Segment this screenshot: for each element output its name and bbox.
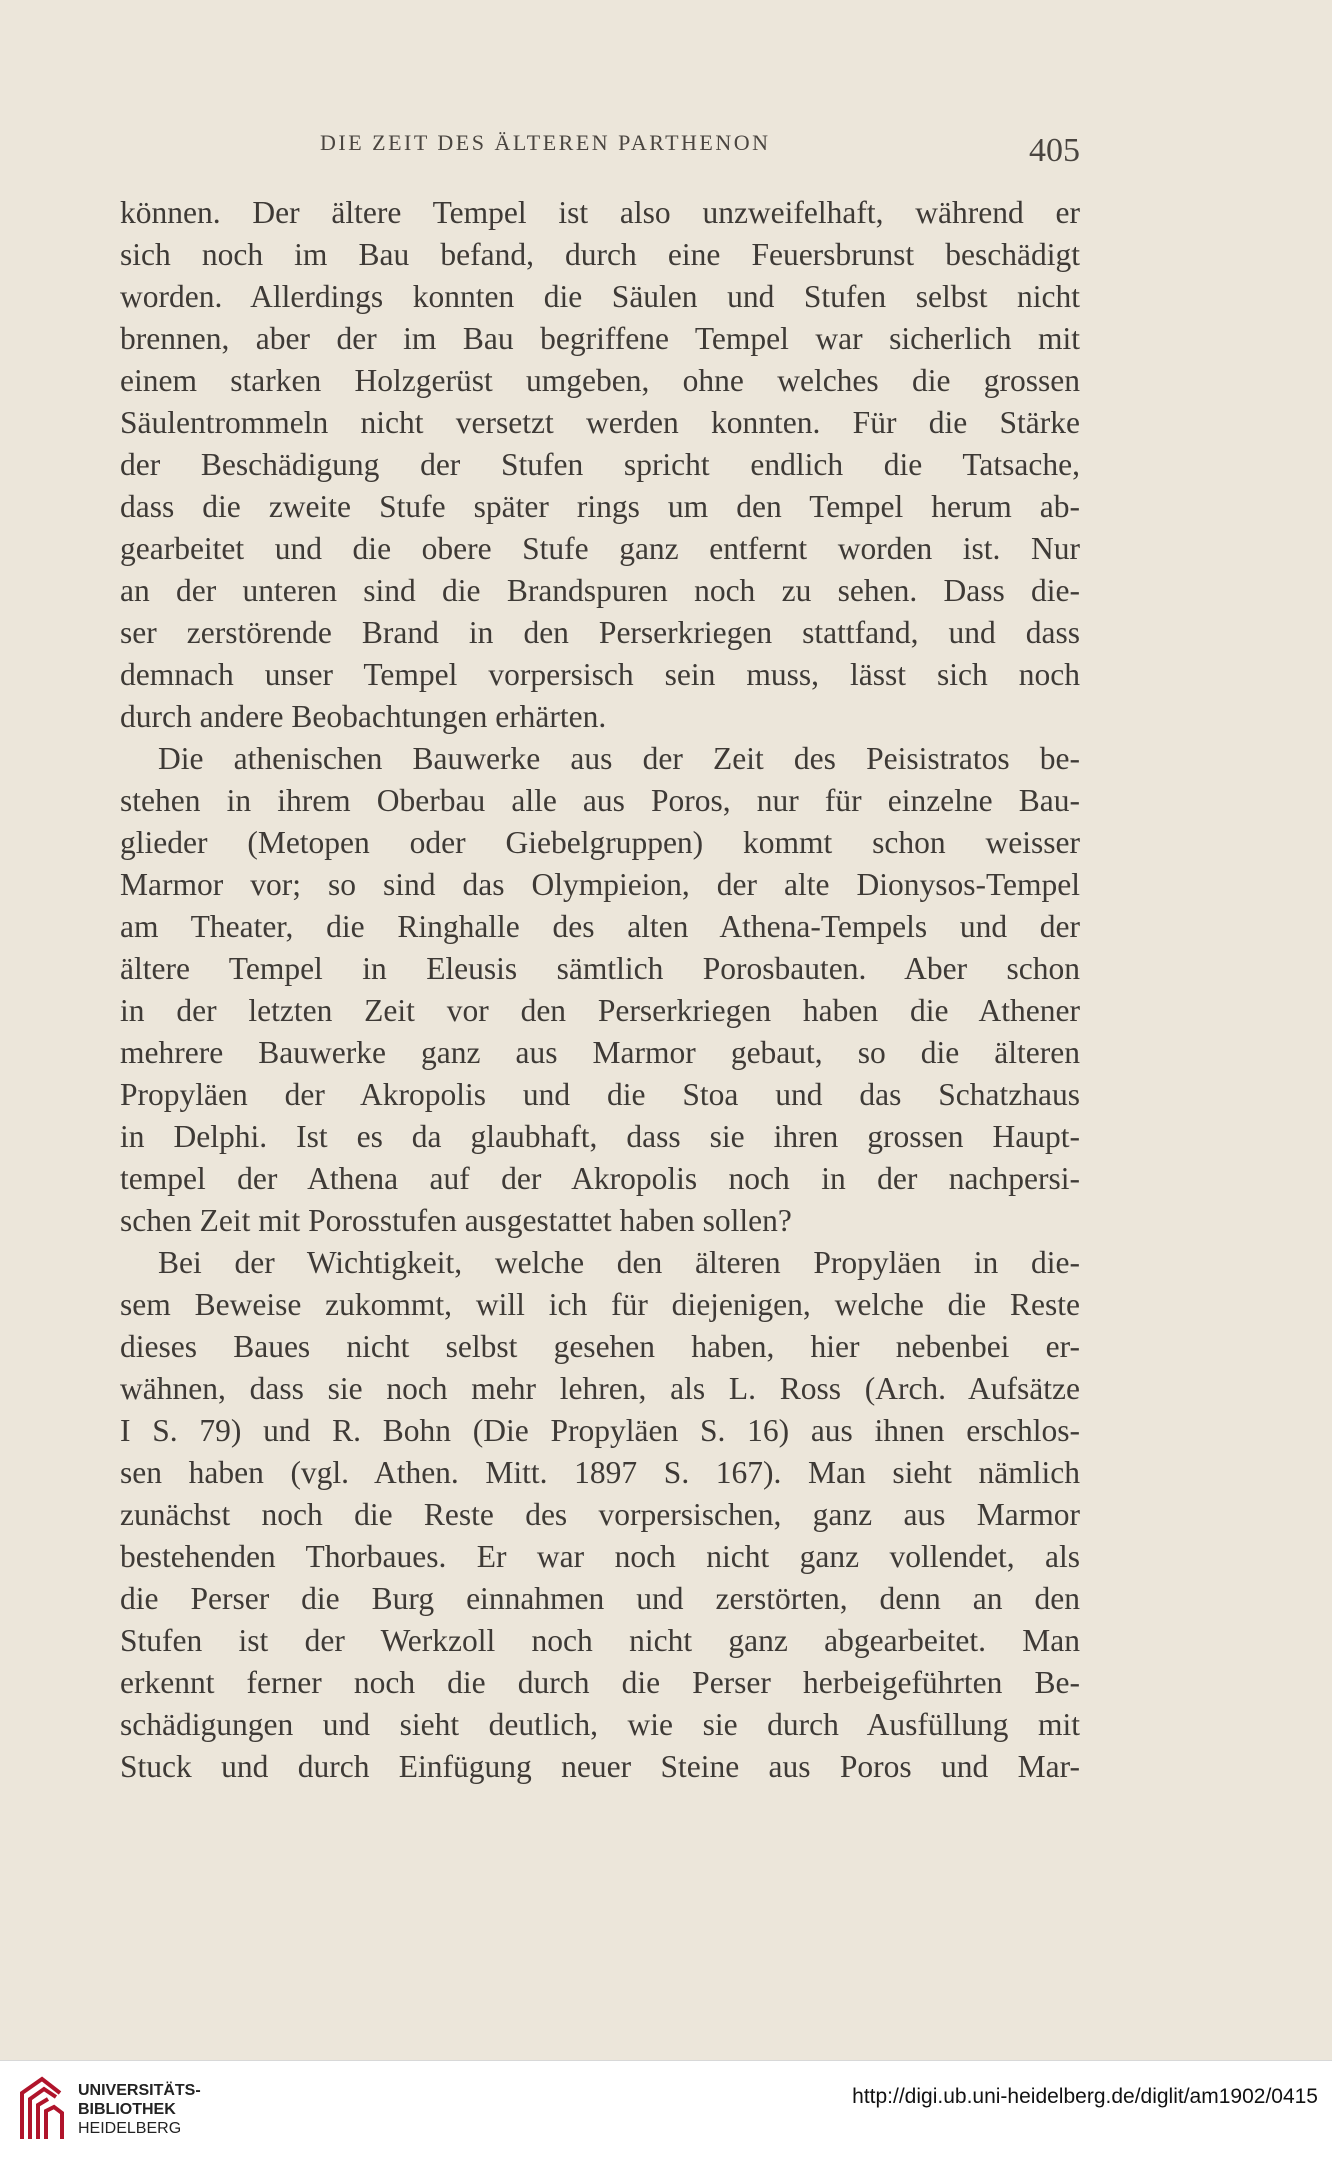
text-line: sich noch im Bau befand, durch eine Feuersbrunst beschädigt [120,237,1080,272]
text-line: stehen in ihrem Oberbau alle aus Poros, nur für einzelne Bau- [120,783,1080,818]
library-name-line1: UNIVERSITÄTS- [78,2082,201,2099]
page-number: 405 [1029,132,1080,169]
text-line: schen Zeit mit Porosstufen ausgestattet haben sollen? [120,1203,792,1238]
text-line: wähnen, dass sie noch mehr lehren, als L. Ross (Arch. Aufsätze [120,1371,1080,1406]
text-line: Propyläen der Akropolis und die Stoa und das Schatzhaus [120,1077,1080,1112]
text-line: Die athenischen Bauwerke aus der Zeit des Peisistratos be- [158,741,1080,776]
text-line: brennen, aber der im Bau begriffene Tempel war sicherlich mit [120,321,1080,356]
text-line: Bei der Wichtigkeit, welche den älteren Propyläen in die- [158,1245,1080,1280]
text-line: dass die zweite Stufe später rings um den Tempel herum ab- [120,489,1080,524]
text-line: an der unteren sind die Brandspuren noch zu sehen. Dass die- [120,573,1080,608]
text-line: sem Beweise zukommt, will ich für diejenigen, welche die Reste [120,1287,1080,1322]
text-line: I S. 79) und R. Bohn (Die Propyläen S. 16) aus ihnen erschlos- [120,1413,1080,1448]
text-line: sen haben (vgl. Athen. Mitt. 1897 S. 167). Man sieht nämlich [120,1455,1080,1490]
text-line: ser zerstörende Brand in den Perserkriegen stattfand, und dass [120,615,1080,650]
text-line: in Delphi. Ist es da glaubhaft, dass sie ihren grossen Haupt- [120,1119,1080,1154]
text-line: bestehenden Thorbaues. Er war noch nicht ganz vollendet, als [120,1539,1080,1574]
library-name [78,2081,201,2138]
text-line: zunächst noch die Reste des vorpersischen, ganz aus Marmor [120,1497,1080,1532]
text-line: einem starken Holzgerüst umgeben, ohne welches die grossen [120,363,1080,398]
text-line: worden. Allerdings konnten die Säulen und Stufen selbst nicht [120,279,1080,314]
permalink-url[interactable]: http://digi.ub.uni-heidelberg.de/diglit/am1902/0415 [852,2085,1318,2108]
running-head: DIE ZEIT DES ÄLTEREN PARTHENON [320,130,771,155]
text-line: erkennt ferner noch die durch die Perser herbeigeführten Be- [120,1665,1080,1700]
page-header [120,118,1080,174]
text-line: dieses Baues nicht selbst gesehen haben, hier nebenbei er- [120,1329,1080,1364]
body-text [120,192,1080,1788]
viewer-footer [0,2060,1332,2160]
text-line: demnach unser Tempel vorpersisch sein muss, lässt sich noch [120,657,1080,692]
text-line: die Perser die Burg einnahmen und zerstörten, denn an den [120,1581,1080,1616]
library-logo-icon [14,2075,68,2147]
text-line: durch andere Beobachtungen erhärten. [120,699,607,734]
text-line: Säulentrommeln nicht versetzt werden konnten. Für die Stärke [120,405,1080,440]
text-line: gearbeitet und die obere Stufe ganz entfernt worden ist. Nur [120,531,1080,566]
text-line: in der letzten Zeit vor den Perserkriegen haben die Athener [120,993,1080,1028]
library-name-line3: HEIDELBERG [78,2120,182,2137]
text-line: Stufen ist der Werkzoll noch nicht ganz abgearbeitet. Man [120,1623,1080,1658]
text-line: mehrere Bauwerke ganz aus Marmor gebaut, so die älteren [120,1035,1080,1070]
text-line: ältere Tempel in Eleusis sämtlich Porosbauten. Aber schon [120,951,1080,986]
text-line: tempel der Athena auf der Akropolis noch in der nachpersi- [120,1161,1080,1196]
text-line: glieder (Metopen oder Giebelgruppen) kommt schon weisser [120,825,1080,860]
text-line: der Beschädigung der Stufen spricht endlich die Tatsache, [120,447,1080,482]
text-line: können. Der ältere Tempel ist also unzweifelhaft, während er [120,195,1080,230]
text-line: Stuck und durch Einfügung neuer Steine aus Poros und Mar- [120,1749,1080,1784]
text-line: Marmor vor; so sind das Olympieion, der alte Dionysos-Tempel [120,867,1080,902]
text-line: schädigungen und sieht deutlich, wie sie durch Ausfüllung mit [120,1707,1080,1742]
text-line: am Theater, die Ringhalle des alten Athena-Tempels und der [120,909,1080,944]
library-name-line2: BIBLIOTHEK [78,2101,176,2118]
